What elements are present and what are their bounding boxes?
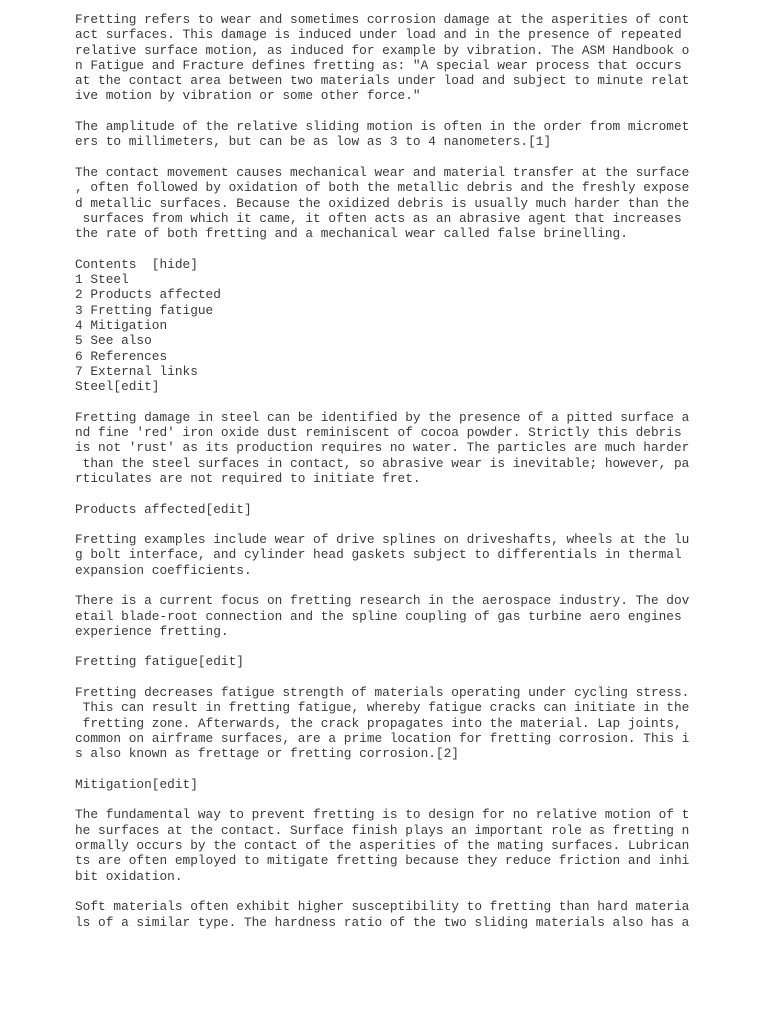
text-line: ive motion by vibration or some other force." <box>75 88 421 104</box>
text-line: he surfaces at the contact. Surface finish plays an important role as fretting n <box>75 822 690 838</box>
text-line: Fretting refers to wear and sometimes corrosion damage at the asperities of cont <box>75 12 690 27</box>
text-line: The amplitude of the relative sliding motion is often in the order from micromet <box>75 119 690 135</box>
text-line: 2 Products affected <box>75 287 221 303</box>
text-line: bit oxidation. <box>75 868 183 884</box>
text-line: etail blade-root connection and the spline coupling of gas turbine aero engines <box>75 608 682 624</box>
paragraph-gap <box>75 394 695 409</box>
paragraph-gap <box>75 150 695 165</box>
section-heading <box>75 502 695 517</box>
text-line: 4 Mitigation <box>75 317 168 333</box>
text-line: 7 External links <box>75 363 198 379</box>
paragraph-gap <box>75 241 695 256</box>
paragraph-gap <box>75 884 695 899</box>
text-line: surfaces from which it came, it often acts as an abrasive agent that increases <box>75 210 682 226</box>
text-line: 5 See also <box>75 333 152 349</box>
paragraph <box>75 12 695 104</box>
text-line: n Fatigue and Fracture defines fretting as: "A special wear process that occurs <box>75 57 682 73</box>
table-of-contents <box>75 257 695 395</box>
text-line: Steel[edit] <box>75 379 160 395</box>
paragraph <box>75 899 695 930</box>
paragraph <box>75 593 695 639</box>
text-line: There is a current focus on fretting research in the aerospace industry. The dov <box>75 593 690 609</box>
paragraph-gap <box>75 517 695 532</box>
text-line: s also known as frettage or fretting corrosion.[2] <box>75 746 459 762</box>
paragraph <box>75 119 695 150</box>
paragraph <box>75 685 695 761</box>
text-line: ormally occurs by the contact of the asperities of the mating surfaces. Lubrican <box>75 838 690 854</box>
paragraph <box>75 410 695 486</box>
text-line: 6 References <box>75 348 168 364</box>
text-line: Soft materials often exhibit higher susceptibility to fretting than hard materia <box>75 899 690 915</box>
text-line: Fretting decreases fatigue strength of materials operating under cycling stress. <box>75 685 690 701</box>
text-line: ts are often employed to mitigate fretting because they reduce friction and inhi <box>75 853 690 869</box>
text-line: Fretting examples include wear of drive splines on driveshafts, wheels at the lu <box>75 532 690 548</box>
paragraph-gap <box>75 792 695 807</box>
text-line: expansion coefficients. <box>75 562 252 578</box>
text-line: than the steel surfaces in contact, so abrasive wear is inevitable; however, pa <box>75 455 690 471</box>
text-line: common on airframe surfaces, are a prime location for fretting corrosion. This i <box>75 730 690 746</box>
section-heading <box>75 777 695 792</box>
text-line: the rate of both fretting and a mechanical wear called false brinelling. <box>75 226 628 242</box>
paragraph-gap <box>75 670 695 685</box>
text-line: The contact movement causes mechanical wear and material transfer at the surface <box>75 164 690 180</box>
text-line: act surfaces. This damage is induced under load and in the presence of repeated <box>75 27 682 43</box>
text-line: Products affected[edit] <box>75 501 252 517</box>
paragraph-gap <box>75 639 695 654</box>
text-line: g bolt interface, and cylinder head gaskets subject to differentials in thermal <box>75 547 682 563</box>
text-line: fretting zone. Afterwards, the crack propagates into the material. Lap joints, <box>75 715 682 731</box>
text-line: ers to millimeters, but can be as low as 3 to 4 nanometers.[1] <box>75 134 552 150</box>
paragraph <box>75 532 695 578</box>
text-line: 3 Fretting fatigue <box>75 302 214 318</box>
text-line: Fretting damage in steel can be identified by the presence of a pitted surface a <box>75 409 690 425</box>
paragraph-gap <box>75 762 695 777</box>
paragraph-gap <box>75 578 695 593</box>
text-line: ls of a similar type. The hardness ratio of the two sliding materials also has a <box>75 914 690 930</box>
text-line: is not 'rust' as its production requires no water. The particles are much harder <box>75 440 690 456</box>
paragraph <box>75 807 695 883</box>
document-page <box>75 12 695 930</box>
text-line: experience fretting. <box>75 623 229 639</box>
text-line: Fretting fatigue[edit] <box>75 654 244 670</box>
text-line: Contents [hide] <box>75 256 198 272</box>
paragraph <box>75 165 695 241</box>
text-line: nd fine 'red' iron oxide dust reminiscent of cocoa powder. Strictly this debris <box>75 425 682 441</box>
text-line: 1 Steel <box>75 272 129 288</box>
text-line: d metallic surfaces. Because the oxidized debris is usually much harder than the <box>75 195 690 211</box>
text-line: The fundamental way to prevent fretting is to design for no relative motion of t <box>75 807 690 823</box>
text-line: This can result in fretting fatigue, whereby fatigue cracks can initiate in the <box>75 700 690 716</box>
paragraph-gap <box>75 104 695 119</box>
text-line: Mitigation[edit] <box>75 776 198 792</box>
text-line: at the contact area between two materials under load and subject to minute relat <box>75 73 690 89</box>
text-line: relative surface motion, as induced for example by vibration. The ASM Handbook o <box>75 42 690 58</box>
paragraph-gap <box>75 486 695 501</box>
section-heading <box>75 654 695 669</box>
text-line: , often followed by oxidation of both the metallic debris and the freshly expose <box>75 180 690 196</box>
text-line: rticulates are not required to initiate fret. <box>75 470 421 486</box>
